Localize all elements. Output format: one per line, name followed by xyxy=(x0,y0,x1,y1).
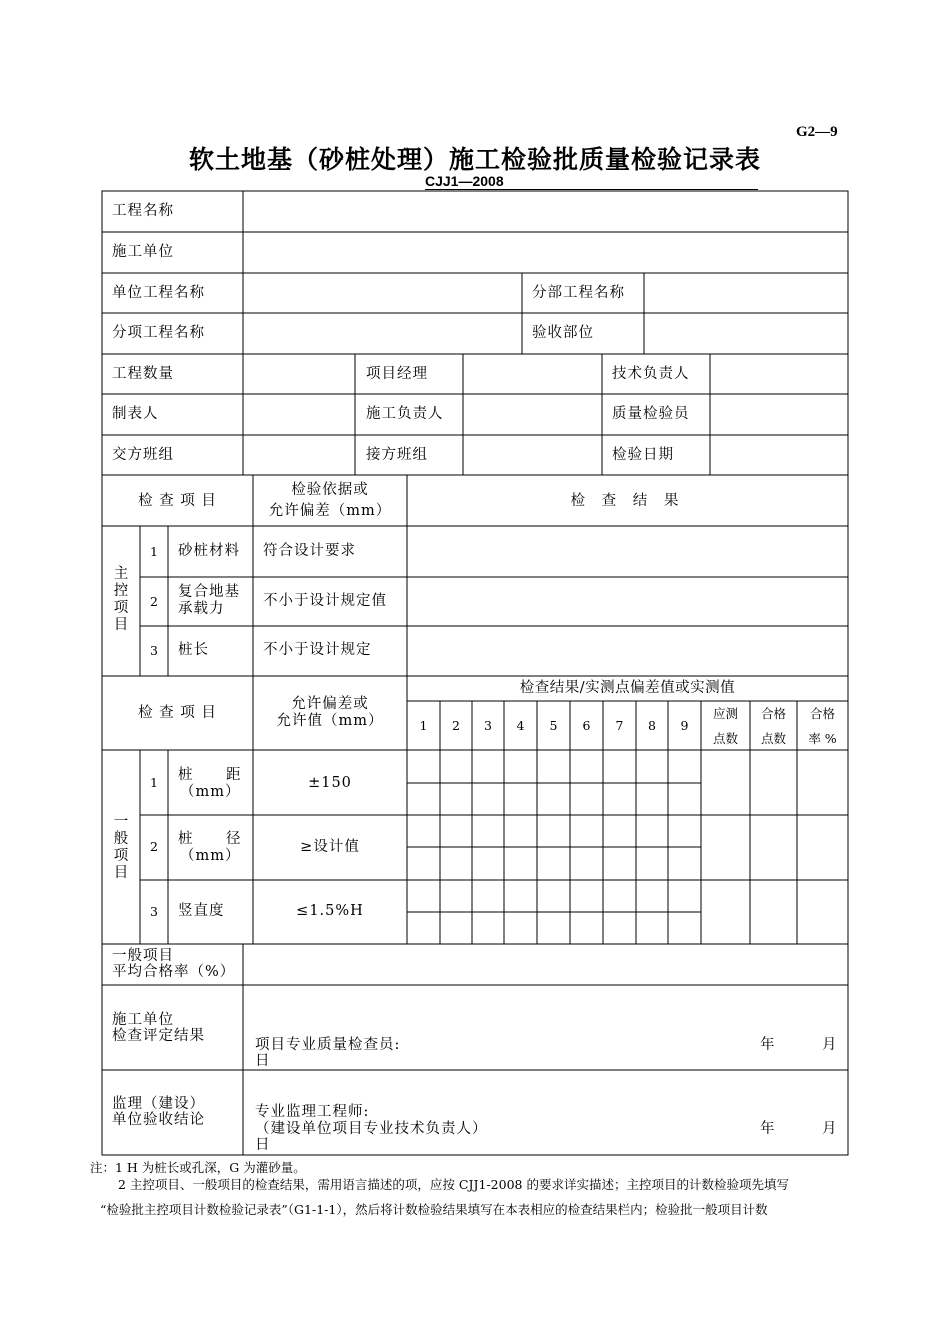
general-row-1-no: 1 xyxy=(150,775,158,790)
general-row-1-name-b: 距 xyxy=(226,767,242,783)
supervision-label-1: 监理（建设） xyxy=(112,1096,205,1112)
supervision-label-2: 单位验收结论 xyxy=(112,1112,205,1128)
general-row-1-unit: （mm） xyxy=(180,784,241,800)
note-line-2: 2 主控项目、一般项目的检查结果，需用语言描述的项，应按 CJJ1-2008 的要求详实描述；主控项目的计数检验项先填写 xyxy=(118,1177,789,1192)
inspection-date-label: 检验日期 xyxy=(612,447,674,463)
general-row-3-name: 竖直度 xyxy=(178,903,225,919)
general-col-item: 检 查 项 目 xyxy=(138,705,217,721)
division-project-label: 分部工程名称 xyxy=(532,285,625,301)
point-number-4: 4 xyxy=(516,718,525,733)
general-row-1-allow: ±150 xyxy=(308,775,352,791)
main-row-1-basis: 符合设计要求 xyxy=(263,543,356,559)
supervision-signer-2: （建设单位项目专业技术负责人） xyxy=(255,1121,488,1137)
main-control-side-label: 主 控 项 目 xyxy=(113,566,129,633)
construction-eval-label-1: 施工单位 xyxy=(112,1012,174,1028)
point-number-8: 8 xyxy=(648,718,656,733)
main-row-3-basis: 不小于设计规定 xyxy=(263,642,372,658)
col-rate-1: 合格 xyxy=(809,706,835,721)
construction-year: 年 xyxy=(760,1037,776,1053)
general-row-3-allow: ≤1.5%H xyxy=(296,903,364,919)
general-row-2-no: 2 xyxy=(150,839,158,854)
supervision-day: 日 xyxy=(255,1137,271,1153)
general-row-2-name-b: 径 xyxy=(226,831,242,847)
tech-lead-label: 技术负责人 xyxy=(612,366,690,382)
project-name-label: 工程名称 xyxy=(112,203,174,219)
construction-eval-label-2: 检查评定结果 xyxy=(112,1028,205,1044)
general-row-2-unit: （mm） xyxy=(180,848,241,864)
supervision-month: 月 xyxy=(822,1121,838,1137)
construction-day: 日 xyxy=(255,1053,271,1069)
main-row-1-name: 砂桩材料 xyxy=(178,543,240,559)
main-row-2-basis: 不小于设计规定值 xyxy=(263,593,387,609)
col-should-2: 点数 xyxy=(712,731,738,746)
general-row-3-no: 3 xyxy=(150,904,158,919)
project-manager-label: 项目经理 xyxy=(366,366,428,382)
point-number-5: 5 xyxy=(549,718,558,733)
point-number-6: 6 xyxy=(582,718,591,733)
general-row-1-name-a: 桩 xyxy=(178,767,194,783)
page-title: 软土地基（砂桩处理）施工检验批质量检验记录表 xyxy=(188,145,761,174)
general-row-2-name-a: 桩 xyxy=(178,831,194,847)
col-should-1: 应测 xyxy=(712,706,738,721)
handover-team-label: 交方班组 xyxy=(112,447,174,463)
point-number-1: 1 xyxy=(419,718,428,733)
receiving-team-label: 接方班组 xyxy=(366,447,428,463)
subitem-project-label: 分项工程名称 xyxy=(112,325,205,341)
general-row-2-allow: ≥设计值 xyxy=(300,839,360,855)
quality-inspector-label: 质量检验员 xyxy=(612,406,690,422)
col-rate-2: 率 % xyxy=(808,731,837,746)
preparer-label: 制表人 xyxy=(112,406,159,422)
unit-project-label: 单位工程名称 xyxy=(112,285,205,301)
main-col-result: 检 查 结 果 xyxy=(570,493,685,509)
note-line-3: “检验批主控项目计数检验记录表”（G1-1-1），然后将计数检验结果填写在本表相应的检查结果栏内；检验批一般项目计数 xyxy=(100,1202,768,1217)
main-row-3-name: 桩长 xyxy=(178,642,209,658)
general-result-header: 检查结果/实测点偏差值或实测值 xyxy=(519,680,736,696)
main-row-2-no: 2 xyxy=(150,594,158,609)
inspection-part-label: 验收部位 xyxy=(532,325,594,341)
main-col-item: 检 查 项 目 xyxy=(138,493,217,509)
form-code: G2—9 xyxy=(796,124,838,140)
point-number-7: 7 xyxy=(615,718,624,733)
avg-rate-label-2: 平均合格率（%） xyxy=(112,964,236,980)
general-col-allow-1: 允许偏差或 xyxy=(291,696,369,712)
col-pass-1: 合格 xyxy=(760,706,786,721)
point-number-3: 3 xyxy=(484,718,492,733)
avg-rate-label-1: 一般项目 xyxy=(112,948,174,964)
construction-month: 月 xyxy=(822,1037,838,1053)
note-line-1: 注：1 H 为桩长或孔深，G 为灌砂量。 xyxy=(90,1160,306,1175)
main-row-3-no: 3 xyxy=(150,643,158,658)
point-number-2: 2 xyxy=(452,718,460,733)
supervision-year: 年 xyxy=(760,1121,776,1137)
main-row-1-no: 1 xyxy=(150,544,158,559)
supervision-signer-1: 专业监理工程师: xyxy=(255,1104,370,1120)
main-col-basis-2: 允许偏差（mm） xyxy=(268,503,392,519)
main-col-basis-1: 检验依据或 xyxy=(291,482,369,498)
point-number-9: 9 xyxy=(680,718,689,733)
main-row-2-name-1: 复合地基 xyxy=(178,584,240,600)
standard-code: CJJ1—2008 xyxy=(425,173,504,189)
general-col-allow-2: 允许值（mm） xyxy=(276,713,384,729)
construction-lead-label: 施工负责人 xyxy=(366,406,444,422)
contractor-label: 施工单位 xyxy=(112,244,174,260)
main-row-2-name-2: 承载力 xyxy=(178,601,225,617)
col-pass-2: 点数 xyxy=(760,731,786,746)
construction-signer: 项目专业质量检查员: xyxy=(255,1037,401,1053)
general-side-label: 一 般 项 目 xyxy=(113,814,129,881)
quantity-label: 工程数量 xyxy=(112,366,174,382)
